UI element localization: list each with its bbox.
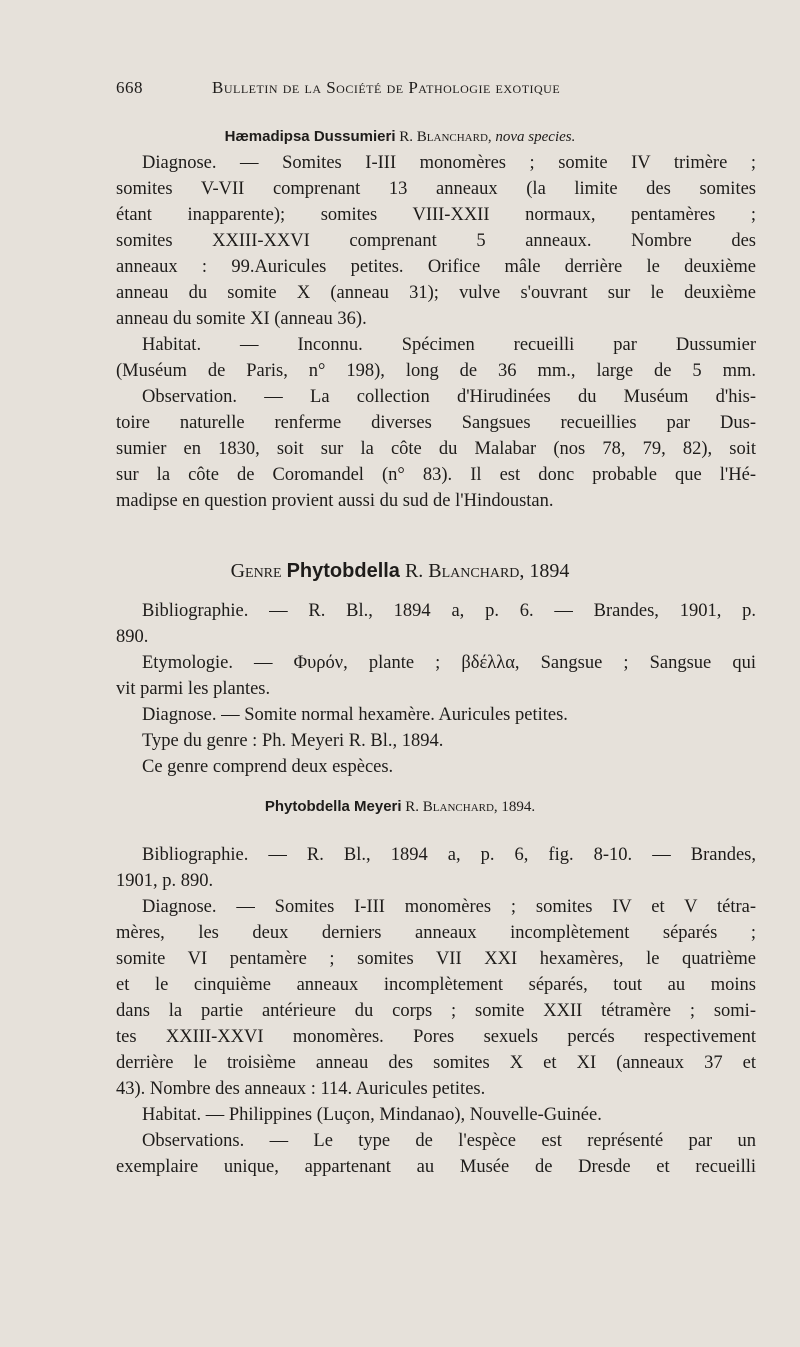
text-line: Bibliographie. — R. Bl., 1894 a, p. 6, fig. 8-10. — Brandes, xyxy=(142,845,756,865)
text-line: somites V-VII comprenant 13 anneaux (la limite des somites xyxy=(116,179,756,199)
species-title-haemadipsa xyxy=(0,128,800,146)
text-line: Ce genre comprend deux espèces. xyxy=(142,757,394,777)
text-line: Observation. — La collection d'Hirudinées du Muséum d'his- xyxy=(142,387,756,407)
species-author: R. Blanchard, xyxy=(399,129,492,145)
species-title-phytobdella xyxy=(0,798,800,816)
page-header xyxy=(116,78,561,98)
text-line: (Muséum de Paris, n° 198), long de 36 mm., large de 5 mm. xyxy=(116,361,756,381)
text-line: dans la partie antérieure du corps ; somite XXII tétramère ; somi- xyxy=(116,1001,756,1021)
text-line: Observations. — Le type de l'espèce est représenté par un xyxy=(142,1131,756,1151)
text-line: anneaux : 99.Auricules petites. Orifice mâle derrière le deuxième xyxy=(116,257,756,277)
text-line: somites XXIII-XXVI comprenant 5 anneaux. Nombre des xyxy=(116,231,756,251)
text-line: sur la côte de Coromandel (n° 83). Il est donc probable que l'Hé- xyxy=(116,465,756,485)
text-line: Diagnose. — Somite normal hexamère. Auricules petites. xyxy=(142,705,568,725)
text-line: sumier en 1830, soit sur la côte du Malabar (nos 78, 79, 82), soit xyxy=(116,439,756,459)
running-title: Bulletin de la Société de Pathologie exotique xyxy=(212,78,561,97)
text-line: anneau du somite X (anneau 31); vulve s'ouvrant sur le deuxième xyxy=(116,283,756,303)
text-line: Type du genre : Ph. Meyeri R. Bl., 1894. xyxy=(142,731,444,751)
text-line: Etymologie. — Φυρόν, plante ; βδέλλα, Sangsue ; Sangsue qui xyxy=(142,653,756,673)
genus-author: R. Blanchard, 1894 xyxy=(404,560,570,582)
page-number: 668 xyxy=(116,78,143,97)
species-name: Hæmadipsa Dussumieri xyxy=(224,128,396,145)
text-line: derrière le troisième anneau des somites X et XI (anneaux 37 et xyxy=(116,1053,756,1073)
text-line: madipse en question provient aussi du sud de l'Hindoustan. xyxy=(116,491,554,511)
text-line: 1901, p. 890. xyxy=(116,871,214,891)
text-line: Bibliographie. — R. Bl., 1894 a, p. 6. — Brandes, 1901, p. xyxy=(142,601,756,621)
text-line: 43). Nombre des anneaux : 114. Auricules petites. xyxy=(116,1079,486,1099)
genus-prefix: Genre xyxy=(230,560,282,582)
text-line: anneau du somite XI (anneau 36). xyxy=(116,309,367,329)
text-line: tes XXIII-XXVI monomères. Pores sexuels percés respectivement xyxy=(116,1027,756,1047)
text-line: 890. xyxy=(116,627,149,647)
text-line: étant inapparente); somites VIII-XXII normaux, pentamères ; xyxy=(116,205,756,225)
species-name: Phytobdella Meyeri xyxy=(264,798,402,815)
species-author: R. Blanchard, 1894. xyxy=(405,799,536,815)
text-line: exemplaire unique, appartenant au Musée de Dresde et recueilli xyxy=(116,1157,756,1177)
species-description-block xyxy=(116,150,756,514)
text-line: Habitat. — Inconnu. Spécimen recueilli par Dussumier xyxy=(142,335,756,355)
text-line: somite VI pentamère ; somites VII XXI hexamères, le quatrième xyxy=(116,949,756,969)
text-line: Diagnose. — Somites I-III monomères ; somites IV et V tétra- xyxy=(142,897,756,917)
text-line: toire naturelle renferme diverses Sangsues recueillies par Dus- xyxy=(116,413,756,433)
genus-heading xyxy=(0,560,800,583)
text-line: vit parmi les plantes. xyxy=(116,679,271,699)
text-line: Diagnose. — Somites I-III monomères ; somite IV trimère ; xyxy=(142,153,756,173)
text-line: mères, les deux derniers anneaux incomplètement séparés ; xyxy=(116,923,756,943)
genus-name: Phytobdella xyxy=(286,560,400,582)
species-note: nova species. xyxy=(495,129,576,145)
text-line: et le cinquième anneaux incomplètement séparés, tout au moins xyxy=(116,975,756,995)
text-line: Habitat. — Philippines (Luçon, Mindanao), Nouvelle-Guinée. xyxy=(142,1105,602,1125)
species-description-block-2 xyxy=(116,842,756,1180)
genus-description-block xyxy=(116,598,756,780)
